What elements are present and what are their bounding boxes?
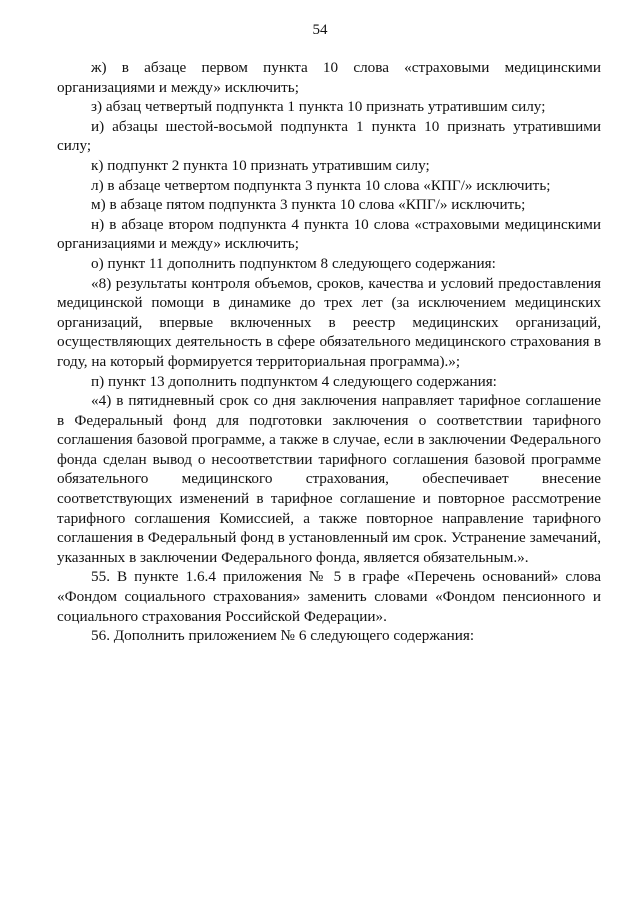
document-body: [57, 58, 601, 646]
paragraph-z: з) абзац четвертый подпункта 1 пункта 10 признать утратившим силу;: [91, 98, 546, 116]
paragraph-m: м) в абзаце пятом подпункта 3 пункта 10 слова «КПГ/» исключить;: [91, 196, 526, 214]
paragraph-i: и) абзацы шестой-восьмой подпункта 1 пункта 10 признать утратившими силу;: [57, 117, 601, 155]
paragraph-o: о) пункт 11 дополнить подпунктом 8 следующего содержания:: [91, 254, 496, 272]
page-number: 54: [312, 22, 328, 38]
paragraph-quote-4: «4) в пятидневный срок со дня заключения направляет тарифное соглашение в Федеральный фонд для подготовки заключения о соответствии тарифного соглашения базовой программе, а также в случае, если в заключении Федерального фонда сделан вывод о несоответствии тарифного соглашения базовой программе обязательного медицинского страхования, обеспечивает внесение соответствующих изменений в тарифное соглашение и повторное рассмотрение тарифного соглашения Комиссией, а также повторное направление тарифного соглашения в Федеральный фонд в установленный им срок. Устранение замечаний, указанных в заключении Федерального фонда, является обязательным.».: [57, 392, 601, 566]
paragraph-quote-8: «8) результаты контроля объемов, сроков, качества и условий предоставления медицинской помощи в динамике до трех лет (за исключением медицинских организаций, впервые включенных в реестр медицинских организаций, осуществляющих деятельность в сфере обязательного медицинского страхования в году, на который формируется территориальная программа).»;: [57, 274, 601, 370]
paragraph-56: 56. Дополнить приложением № 6 следующего содержания:: [91, 627, 475, 645]
paragraph-p: п) пункт 13 дополнить подпунктом 4 следующего содержания:: [91, 372, 497, 390]
paragraph-n: н) в абзаце втором подпункта 4 пункта 10 слова «страховыми медицинскими организациями и между» исключить;: [57, 215, 601, 253]
paragraph-zh: ж) в абзаце первом пункта 10 слова «страховыми медицинскими организациями и между» исключить;: [57, 59, 601, 96]
paragraph-k: к) подпункт 2 пункта 10 признать утратившим силу;: [91, 156, 430, 174]
paragraph-l: л) в абзаце четвертом подпункта 3 пункта 10 слова «КПГ/» исключить;: [91, 176, 551, 194]
paragraph-55: 55. В пункте 1.6.4 приложения № 5 в графе «Перечень оснований» слова «Фондом социального страхования» заменить словами «Фондом пенсионного и социального страхования Российской Федерации».: [57, 568, 601, 625]
